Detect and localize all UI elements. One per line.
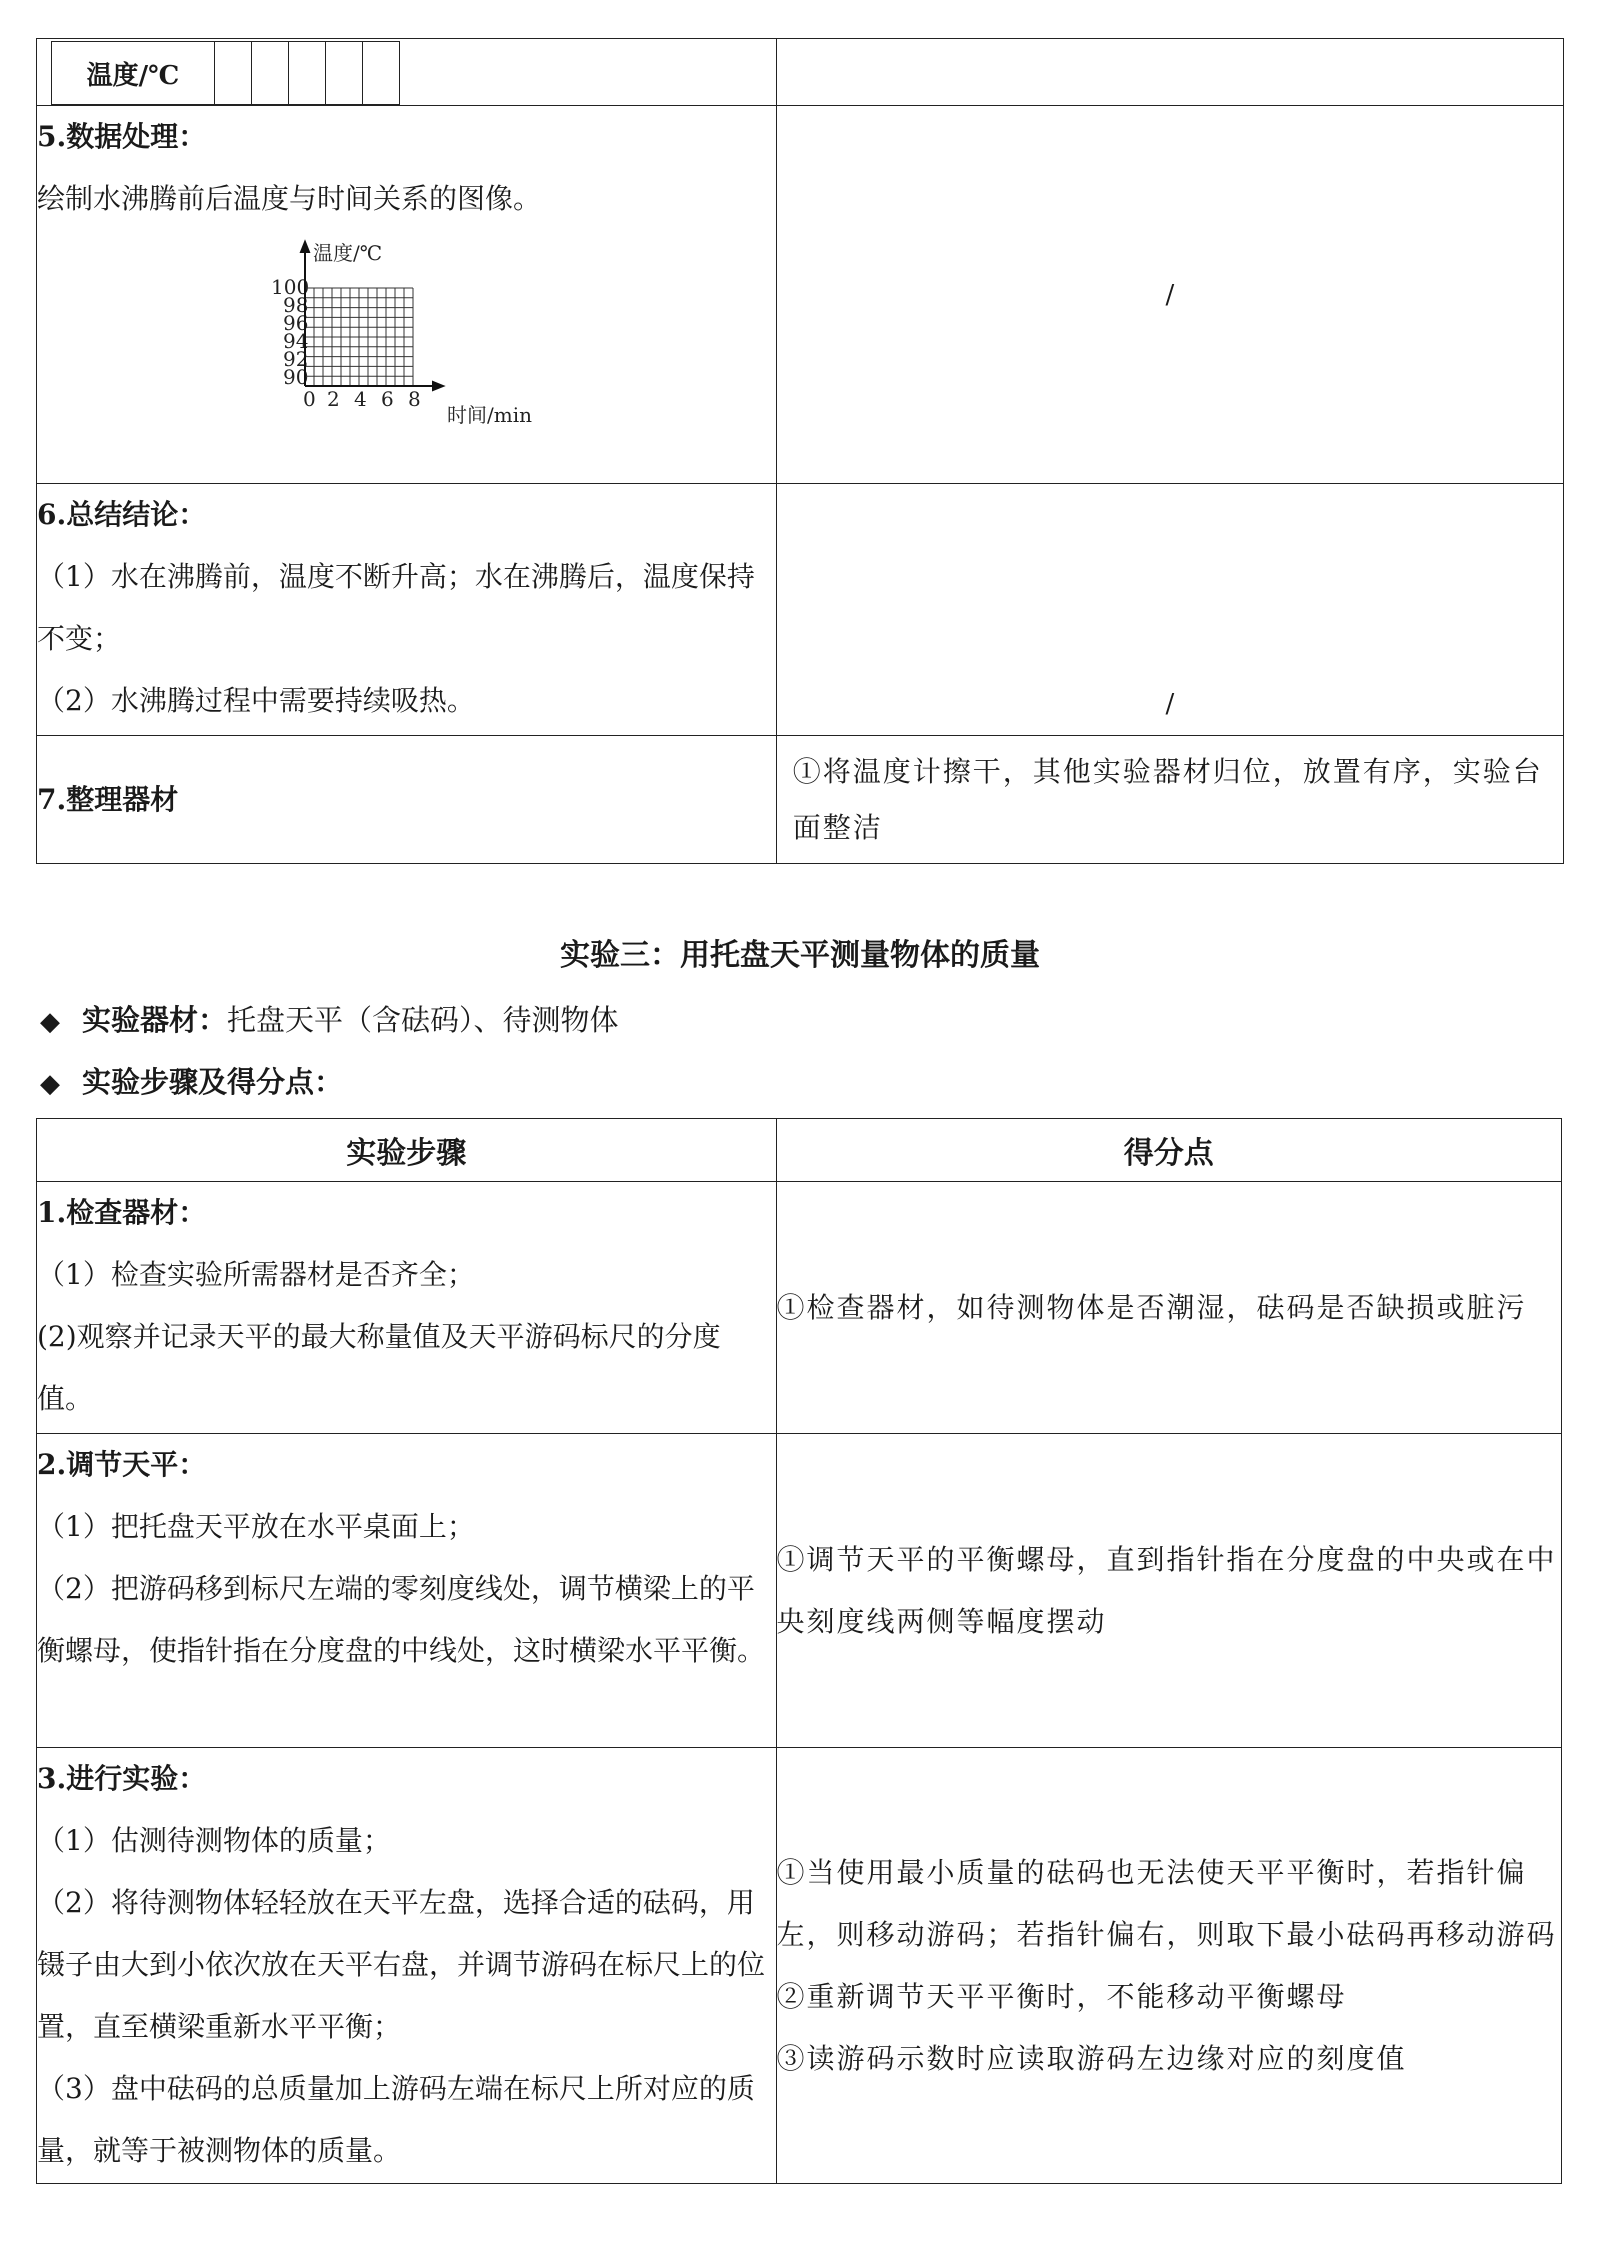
temp-cell <box>326 42 363 105</box>
materials-text: 托盘天平（含砝码）、待测物体 <box>227 1003 619 1037</box>
step7-cell <box>37 736 777 864</box>
step-cell <box>37 1434 777 1748</box>
step-heading: 3.进行实验： <box>37 1762 207 1795</box>
diamond-bullet-icon: ◆ <box>40 1069 60 1099</box>
chart-x-tick: 0 <box>303 387 316 411</box>
chart-y-tick: 94 <box>283 329 309 353</box>
step6-line2: （2）水沸腾过程中需要持续吸热。 <box>37 684 475 717</box>
chart-y-tick: 92 <box>283 347 309 371</box>
temp-cell <box>252 42 289 105</box>
materials-line <box>40 998 619 1039</box>
score-cell <box>776 1182 1561 1434</box>
materials-label: 实验器材： <box>82 1003 228 1037</box>
step7-score: ①将温度计擦干，其他实验器材归位，放置有序，实验台面整洁 <box>776 736 1563 864</box>
temperature-row-label: 温度/℃ <box>52 42 215 105</box>
temperature-row-score <box>776 39 1563 106</box>
section-title: 实验三：用托盘天平测量物体的质量 <box>560 938 1040 973</box>
step-line: （2）将待测物体轻轻放在天平左盘，选择合适的砝码，用镊子由大到小依次放在天平右盘，并调节游码在标尺上的位置，直至横梁重新水平平衡； <box>37 1886 766 2043</box>
step-cell <box>37 1182 777 1434</box>
step6-score: / <box>776 484 1563 736</box>
step5-heading: 5.数据处理： <box>37 120 207 153</box>
step6-cell <box>37 484 777 736</box>
temperature-row-cell <box>37 39 777 106</box>
balance-experiment-table <box>36 1118 1562 2184</box>
step5-cell <box>37 106 777 484</box>
step-line: （1）把托盘天平放在水平桌面上； <box>37 1510 475 1543</box>
step-line: （2）把游码移到标尺左端的零刻度线处，调节横梁上的平衡螺母，使指针指在分度盘的中线处，这时横梁水平平衡。 <box>37 1572 766 1667</box>
chart-y-tick: 90 <box>283 365 309 389</box>
diamond-bullet-icon: ◆ <box>40 1007 60 1037</box>
chart-grid <box>305 288 413 386</box>
step5-text: 绘制水沸腾前后温度与时间关系的图像。 <box>37 182 542 215</box>
chart-x-label: 时间/min <box>447 403 532 427</box>
score-cell <box>776 1748 1561 2184</box>
chart-x-tick: 2 <box>327 387 340 411</box>
step-line: （3）盘中砝码的总质量加上游码左端在标尺上所对应的质量，就等于被测物体的质量。 <box>37 2072 755 2167</box>
step-heading: 1.检查器材： <box>37 1196 207 1229</box>
score-cell <box>776 1434 1561 1748</box>
water-boiling-table <box>36 38 1564 864</box>
score-line: ②重新调节天平平衡时，不能移动平衡螺母 <box>776 1979 1347 2013</box>
step6-line1: （1）水在沸腾前，温度不断升高；水在沸腾后，温度保持不变； <box>37 560 755 655</box>
column-header-steps: 实验步骤 <box>37 1119 777 1182</box>
chart-y-label: 温度/℃ <box>313 241 383 265</box>
chart-x-tick: 6 <box>381 387 394 411</box>
temp-cell <box>215 42 252 105</box>
steps-label: 实验步骤及得分点： <box>82 1065 344 1099</box>
chart-y-tick: 98 <box>283 293 309 317</box>
step-line: (2)观察并记录天平的最大称量值及天平游码标尺的分度值。 <box>37 1320 721 1415</box>
temp-cell <box>363 42 400 105</box>
chart-y-tick: 96 <box>283 311 309 335</box>
column-header-score: 得分点 <box>776 1119 1561 1182</box>
steps-line <box>40 1060 343 1101</box>
chart-x-tick: 4 <box>354 387 367 411</box>
step7-heading: 7.整理器材 <box>37 782 179 816</box>
temperature-time-grid-chart <box>263 238 563 428</box>
step-line: （1）估测待测物体的质量； <box>37 1824 391 1857</box>
temperature-record-table <box>51 41 400 105</box>
chart-y-tick: 100 <box>271 275 310 299</box>
step5-score: / <box>776 106 1563 484</box>
score-line: ①调节天平的平衡螺母，直到指针指在分度盘的中央或在中央刻度线两侧等幅度摆动 <box>776 1542 1557 1638</box>
score-line: ①检查器材，如待测物体是否潮湿，砝码是否缺损或脏污 <box>776 1290 1527 1324</box>
step6-heading: 6.总结结论： <box>37 498 207 531</box>
step-heading: 2.调节天平： <box>37 1448 207 1481</box>
score-line: ①当使用最小质量的砝码也无法使天平平衡时，若指针偏左，则移动游码；若指针偏右，则取下最小砝码再移动游码 <box>776 1855 1557 1951</box>
score-line: ③读游码示数时应读取游码左边缘对应的刻度值 <box>776 2041 1407 2075</box>
step-cell <box>37 1748 777 2184</box>
step-line: （1）检查实验所需器材是否齐全； <box>37 1258 475 1291</box>
chart-x-tick: 8 <box>408 387 421 411</box>
temp-cell <box>289 42 326 105</box>
